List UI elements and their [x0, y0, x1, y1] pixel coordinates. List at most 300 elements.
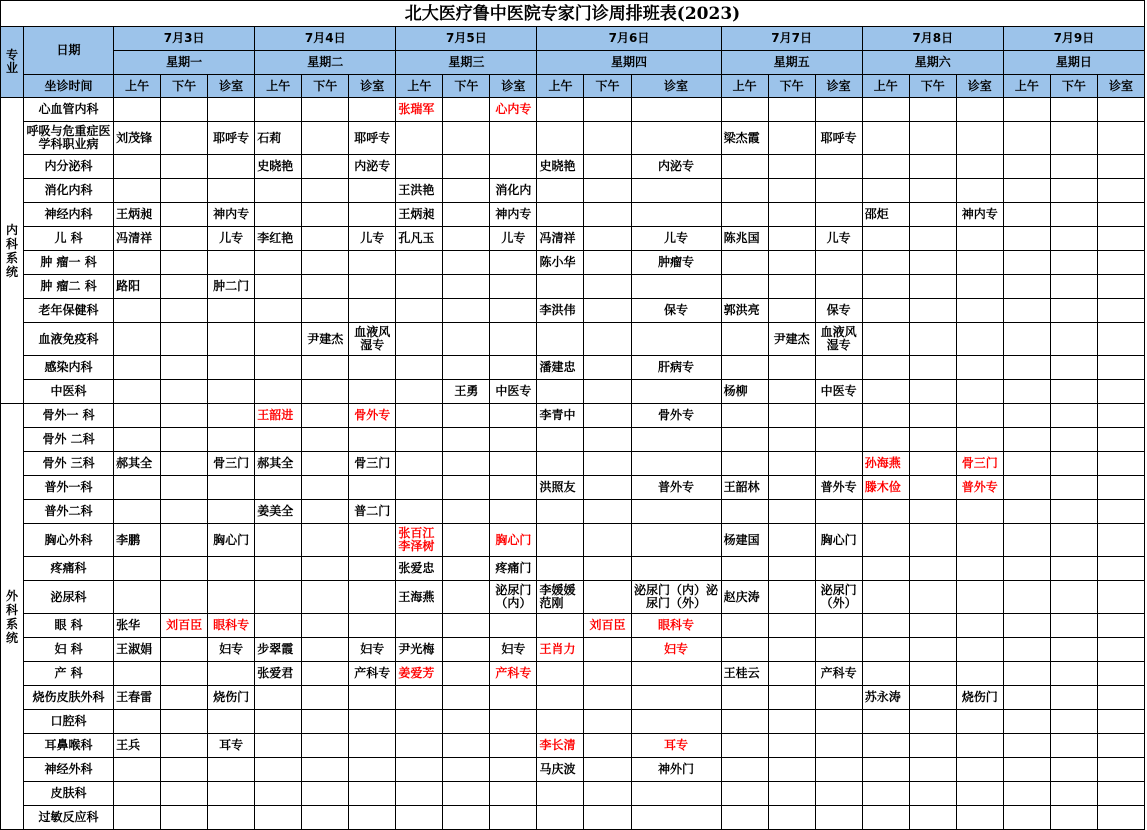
schedule-cell	[631, 662, 721, 686]
schedule-cell	[255, 380, 302, 404]
schedule-cell: 骨三门	[208, 452, 255, 476]
schedule-cell	[584, 404, 631, 428]
schedule-table	[0, 26, 1145, 830]
schedule-cell	[631, 710, 721, 734]
schedule-cell	[490, 686, 537, 710]
schedule-cell	[956, 734, 1003, 758]
schedule-cell	[490, 758, 537, 782]
schedule-cell	[956, 614, 1003, 638]
schedule-cell	[584, 686, 631, 710]
schedule-cell	[909, 500, 956, 524]
schedule-cell	[1050, 758, 1097, 782]
schedule-cell	[490, 500, 537, 524]
schedule-cell	[537, 500, 584, 524]
schedule-cell	[490, 404, 537, 428]
schedule-cell	[1003, 299, 1050, 323]
schedule-cell	[349, 98, 396, 122]
schedule-cell	[114, 98, 161, 122]
schedule-cell	[302, 686, 349, 710]
schedule-cell	[956, 155, 1003, 179]
schedule-cell	[909, 428, 956, 452]
schedule-cell	[584, 638, 631, 662]
pm-header: 下午	[768, 75, 815, 98]
schedule-cell	[584, 251, 631, 275]
schedule-cell	[443, 356, 490, 380]
schedule-cell	[490, 710, 537, 734]
schedule-cell	[161, 179, 208, 203]
dept-name: 血液免疫科	[24, 323, 114, 356]
schedule-cell	[443, 98, 490, 122]
schedule-cell: 李青中	[537, 404, 584, 428]
schedule-cell	[956, 782, 1003, 806]
schedule-cell	[768, 662, 815, 686]
schedule-cell: 姜美全	[255, 500, 302, 524]
date-header-row	[1, 27, 1145, 51]
schedule-cell	[1003, 155, 1050, 179]
schedule-cell	[631, 524, 721, 557]
schedule-cell: 尹建杰	[768, 323, 815, 356]
schedule-cell	[1097, 275, 1144, 299]
dept-name: 中医科	[24, 380, 114, 404]
schedule-cell	[1050, 638, 1097, 662]
schedule-cell	[909, 203, 956, 227]
schedule-cell	[114, 356, 161, 380]
schedule-cell	[1003, 323, 1050, 356]
schedule-cell	[114, 710, 161, 734]
schedule-cell: 孔凡玉	[396, 227, 443, 251]
schedule-cell	[537, 179, 584, 203]
weekday-cell: 星期三	[396, 51, 537, 75]
schedule-cell	[114, 323, 161, 356]
dept-name: 神经内科	[24, 203, 114, 227]
schedule-cell	[302, 581, 349, 614]
schedule-cell	[815, 782, 862, 806]
schedule-cell	[1097, 710, 1144, 734]
schedule-cell: 产科专	[490, 662, 537, 686]
schedule-cell	[1050, 452, 1097, 476]
schedule-cell	[1003, 452, 1050, 476]
schedule-cell	[768, 122, 815, 155]
schedule-cell	[114, 758, 161, 782]
dept-name: 皮肤科	[24, 782, 114, 806]
schedule-cell	[631, 122, 721, 155]
schedule-cell	[114, 557, 161, 581]
schedule-cell	[302, 614, 349, 638]
schedule-cell: 王洪艳	[396, 179, 443, 203]
schedule-cell	[443, 782, 490, 806]
schedule-cell	[584, 581, 631, 614]
schedule-cell: 妇专	[631, 638, 721, 662]
schedule-cell	[396, 428, 443, 452]
dept-name: 骨外 三科	[24, 452, 114, 476]
schedule-cell	[443, 323, 490, 356]
schedule-cell	[208, 299, 255, 323]
schedule-cell	[161, 710, 208, 734]
schedule-cell	[768, 155, 815, 179]
schedule-cell	[114, 155, 161, 179]
schedule-cell	[956, 524, 1003, 557]
schedule-cell	[909, 614, 956, 638]
schedule-cell	[909, 227, 956, 251]
schedule-cell	[396, 251, 443, 275]
schedule-cell	[584, 323, 631, 356]
schedule-cell	[302, 404, 349, 428]
table-row	[1, 614, 1145, 638]
schedule-cell	[161, 323, 208, 356]
schedule-cell	[208, 356, 255, 380]
schedule-cell: 张瑞军	[396, 98, 443, 122]
schedule-cell	[721, 404, 768, 428]
schedule-cell: 李媛媛 范刚	[537, 581, 584, 614]
schedule-cell	[584, 758, 631, 782]
schedule-cell	[255, 734, 302, 758]
table-row	[1, 581, 1145, 614]
schedule-cell	[114, 782, 161, 806]
schedule-cell	[909, 179, 956, 203]
table-row	[1, 758, 1145, 782]
schedule-cell	[1050, 734, 1097, 758]
schedule-cell	[1050, 710, 1097, 734]
schedule-cell	[721, 557, 768, 581]
schedule-cell: 普外专	[815, 476, 862, 500]
schedule-cell: 骨外专	[349, 404, 396, 428]
dept-name: 普外二科	[24, 500, 114, 524]
schedule-cell	[1050, 179, 1097, 203]
schedule-cell	[396, 404, 443, 428]
schedule-cell: 中医专	[490, 380, 537, 404]
schedule-cell	[815, 275, 862, 299]
date-cell: 7月8日	[862, 27, 1003, 51]
schedule-cell	[443, 452, 490, 476]
schedule-cell	[302, 710, 349, 734]
schedule-cell	[815, 734, 862, 758]
schedule-cell: 骨三门	[956, 452, 1003, 476]
schedule-cell	[815, 686, 862, 710]
schedule-cell: 杨建国	[721, 524, 768, 557]
schedule-cell	[721, 710, 768, 734]
schedule-cell	[631, 452, 721, 476]
schedule-cell: 刘百臣	[161, 614, 208, 638]
schedule-cell	[909, 524, 956, 557]
schedule-cell	[255, 323, 302, 356]
schedule-cell	[721, 356, 768, 380]
schedule-cell	[161, 356, 208, 380]
schedule-cell	[443, 638, 490, 662]
schedule-cell	[208, 155, 255, 179]
am-header: 上午	[255, 75, 302, 98]
schedule-cell: 产科专	[815, 662, 862, 686]
schedule-cell	[909, 299, 956, 323]
schedule-cell	[443, 557, 490, 581]
schedule-cell	[537, 614, 584, 638]
schedule-cell	[349, 710, 396, 734]
schedule-cell	[255, 614, 302, 638]
schedule-cell	[443, 686, 490, 710]
schedule-cell	[1050, 155, 1097, 179]
schedule-cell: 郝其全	[114, 452, 161, 476]
schedule-cell	[349, 299, 396, 323]
schedule-cell	[114, 662, 161, 686]
schedule-cell	[255, 251, 302, 275]
schedule-cell	[584, 275, 631, 299]
schedule-cell	[721, 98, 768, 122]
weekday-cell: 星期五	[721, 51, 862, 75]
schedule-cell	[1003, 782, 1050, 806]
dept-name: 眼 科	[24, 614, 114, 638]
schedule-cell	[161, 452, 208, 476]
schedule-cell	[584, 155, 631, 179]
am-header: 上午	[721, 75, 768, 98]
schedule-cell	[584, 98, 631, 122]
schedule-cell	[537, 203, 584, 227]
schedule-cell	[396, 710, 443, 734]
schedule-cell	[1097, 734, 1144, 758]
schedule-cell	[956, 557, 1003, 581]
schedule-cell	[161, 428, 208, 452]
schedule-cell	[956, 275, 1003, 299]
pm-header: 下午	[161, 75, 208, 98]
schedule-cell	[862, 380, 909, 404]
am-header: 上午	[114, 75, 161, 98]
schedule-cell	[302, 98, 349, 122]
schedule-cell	[490, 356, 537, 380]
schedule-cell	[208, 428, 255, 452]
schedule-cell	[114, 179, 161, 203]
schedule-cell: 马庆波	[537, 758, 584, 782]
schedule-cell	[255, 758, 302, 782]
schedule-cell	[1003, 98, 1050, 122]
schedule-cell	[768, 581, 815, 614]
dept-name: 疼痛科	[24, 557, 114, 581]
schedule-cell	[302, 203, 349, 227]
schedule-cell	[302, 662, 349, 686]
schedule-cell	[909, 557, 956, 581]
schedule-cell	[443, 758, 490, 782]
schedule-cell	[302, 428, 349, 452]
schedule-cell	[862, 638, 909, 662]
schedule-cell	[1003, 662, 1050, 686]
schedule-cell	[584, 428, 631, 452]
schedule-cell	[537, 452, 584, 476]
time-label: 坐诊时间	[24, 75, 114, 98]
schedule-cell	[768, 500, 815, 524]
schedule-cell: 儿专	[815, 227, 862, 251]
schedule-cell	[349, 356, 396, 380]
dept-name: 消化内科	[24, 179, 114, 203]
schedule-cell	[443, 275, 490, 299]
schedule-cell	[584, 782, 631, 806]
schedule-cell	[1050, 380, 1097, 404]
schedule-cell	[490, 122, 537, 155]
schedule-cell	[208, 500, 255, 524]
schedule-cell: 张华	[114, 614, 161, 638]
schedule-cell	[349, 581, 396, 614]
table-row	[1, 710, 1145, 734]
dept-name: 胸心外科	[24, 524, 114, 557]
schedule-cell	[721, 275, 768, 299]
pm-header: 下午	[1050, 75, 1097, 98]
schedule-cell	[1097, 251, 1144, 275]
schedule-cell: 骨外专	[631, 404, 721, 428]
schedule-cell: 耶呼专	[208, 122, 255, 155]
room-header: 诊室	[956, 75, 1003, 98]
schedule-cell	[302, 275, 349, 299]
schedule-cell	[721, 179, 768, 203]
schedule-cell	[537, 275, 584, 299]
schedule-cell	[1003, 557, 1050, 581]
schedule-cell	[161, 581, 208, 614]
schedule-cell: 血液风湿专	[349, 323, 396, 356]
schedule-cell: 张百江 李泽树	[396, 524, 443, 557]
schedule-cell	[208, 251, 255, 275]
dept-name: 骨外 二科	[24, 428, 114, 452]
schedule-cell	[443, 581, 490, 614]
table-row	[1, 179, 1145, 203]
dept-name: 呼吸与危重症医学科职业病	[24, 122, 114, 155]
schedule-cell	[161, 227, 208, 251]
schedule-cell	[537, 122, 584, 155]
schedule-cell	[631, 179, 721, 203]
dept-name: 口腔科	[24, 710, 114, 734]
schedule-cell: 王春雷	[114, 686, 161, 710]
dept-name: 普外一科	[24, 476, 114, 500]
schedule-cell	[631, 500, 721, 524]
weekday-cell: 星期一	[114, 51, 255, 75]
schedule-cell	[1097, 476, 1144, 500]
schedule-cell	[1003, 638, 1050, 662]
schedule-cell	[584, 557, 631, 581]
schedule-cell	[909, 380, 956, 404]
schedule-cell	[1050, 203, 1097, 227]
schedule-cell: 肿二门	[208, 275, 255, 299]
schedule-cell	[721, 203, 768, 227]
table-row	[1, 638, 1145, 662]
schedule-cell	[302, 356, 349, 380]
dept-name: 烧伤皮肤外科	[24, 686, 114, 710]
am-header: 上午	[396, 75, 443, 98]
schedule-cell	[862, 581, 909, 614]
schedule-cell	[909, 155, 956, 179]
schedule-cell: 陈兆国	[721, 227, 768, 251]
schedule-cell	[815, 251, 862, 275]
schedule-cell	[161, 476, 208, 500]
schedule-cell: 眼科专	[208, 614, 255, 638]
schedule-cell	[956, 404, 1003, 428]
schedule-cell	[862, 734, 909, 758]
schedule-cell	[721, 758, 768, 782]
schedule-cell	[349, 428, 396, 452]
table-row	[1, 155, 1145, 179]
schedule-cell	[1003, 179, 1050, 203]
dept-name: 肿 瘤一 科	[24, 251, 114, 275]
schedule-cell	[909, 662, 956, 686]
schedule-cell	[396, 299, 443, 323]
schedule-cell	[1097, 203, 1144, 227]
schedule-cell	[443, 299, 490, 323]
schedule-cell: 洪照友	[537, 476, 584, 500]
schedule-cell	[1050, 428, 1097, 452]
schedule-cell: 尹光梅	[396, 638, 443, 662]
schedule-cell	[768, 686, 815, 710]
dept-name: 泌尿科	[24, 581, 114, 614]
schedule-cell	[537, 98, 584, 122]
schedule-cell	[396, 155, 443, 179]
schedule-cell: 王淑娟	[114, 638, 161, 662]
schedule-cell	[1097, 380, 1144, 404]
schedule-cell	[255, 710, 302, 734]
schedule-cell	[161, 557, 208, 581]
schedule-cell	[1050, 404, 1097, 428]
schedule-cell	[956, 428, 1003, 452]
schedule-cell	[862, 122, 909, 155]
schedule-cell	[956, 122, 1003, 155]
schedule-cell	[862, 299, 909, 323]
schedule-cell	[862, 356, 909, 380]
schedule-cell	[815, 758, 862, 782]
schedule-cell	[1050, 476, 1097, 500]
schedule-cell	[443, 476, 490, 500]
dept-name: 神经外科	[24, 758, 114, 782]
schedule-cell	[208, 662, 255, 686]
schedule-cell	[956, 500, 1003, 524]
schedule-cell	[161, 155, 208, 179]
schedule-cell	[396, 734, 443, 758]
schedule-cell	[349, 179, 396, 203]
schedule-cell	[1050, 122, 1097, 155]
schedule-cell	[537, 323, 584, 356]
schedule-cell: 尹建杰	[302, 323, 349, 356]
schedule-cell	[956, 227, 1003, 251]
schedule-cell	[956, 251, 1003, 275]
schedule-cell	[956, 356, 1003, 380]
dept-name: 妇 科	[24, 638, 114, 662]
schedule-cell	[815, 614, 862, 638]
table-row	[1, 404, 1145, 428]
schedule-cell	[1003, 404, 1050, 428]
schedule-cell	[1097, 323, 1144, 356]
schedule-cell	[1097, 428, 1144, 452]
schedule-cell: 内泌专	[349, 155, 396, 179]
schedule-cell	[208, 557, 255, 581]
schedule-cell	[956, 662, 1003, 686]
schedule-cell	[909, 404, 956, 428]
schedule-cell: 烧伤门	[208, 686, 255, 710]
schedule-cell	[584, 734, 631, 758]
schedule-cell	[584, 380, 631, 404]
schedule-cell	[768, 524, 815, 557]
schedule-cell: 内泌专	[631, 155, 721, 179]
schedule-cell: 郭洪亮	[721, 299, 768, 323]
schedule-cell	[1003, 581, 1050, 614]
schedule-cell	[208, 476, 255, 500]
table-row	[1, 662, 1145, 686]
schedule-cell	[631, 782, 721, 806]
schedule-cell	[956, 179, 1003, 203]
schedule-cell: 神内专	[956, 203, 1003, 227]
schedule-cell	[396, 380, 443, 404]
schedule-cell	[161, 500, 208, 524]
schedule-cell	[768, 758, 815, 782]
dept-name: 过敏反应科	[24, 806, 114, 830]
schedule-cell: 疼痛门	[490, 557, 537, 581]
schedule-cell: 孙海燕	[862, 452, 909, 476]
schedule-cell	[584, 179, 631, 203]
schedule-cell	[114, 299, 161, 323]
schedule-cell	[1003, 758, 1050, 782]
schedule-cell	[208, 323, 255, 356]
schedule-cell	[349, 524, 396, 557]
schedule-cell	[631, 98, 721, 122]
